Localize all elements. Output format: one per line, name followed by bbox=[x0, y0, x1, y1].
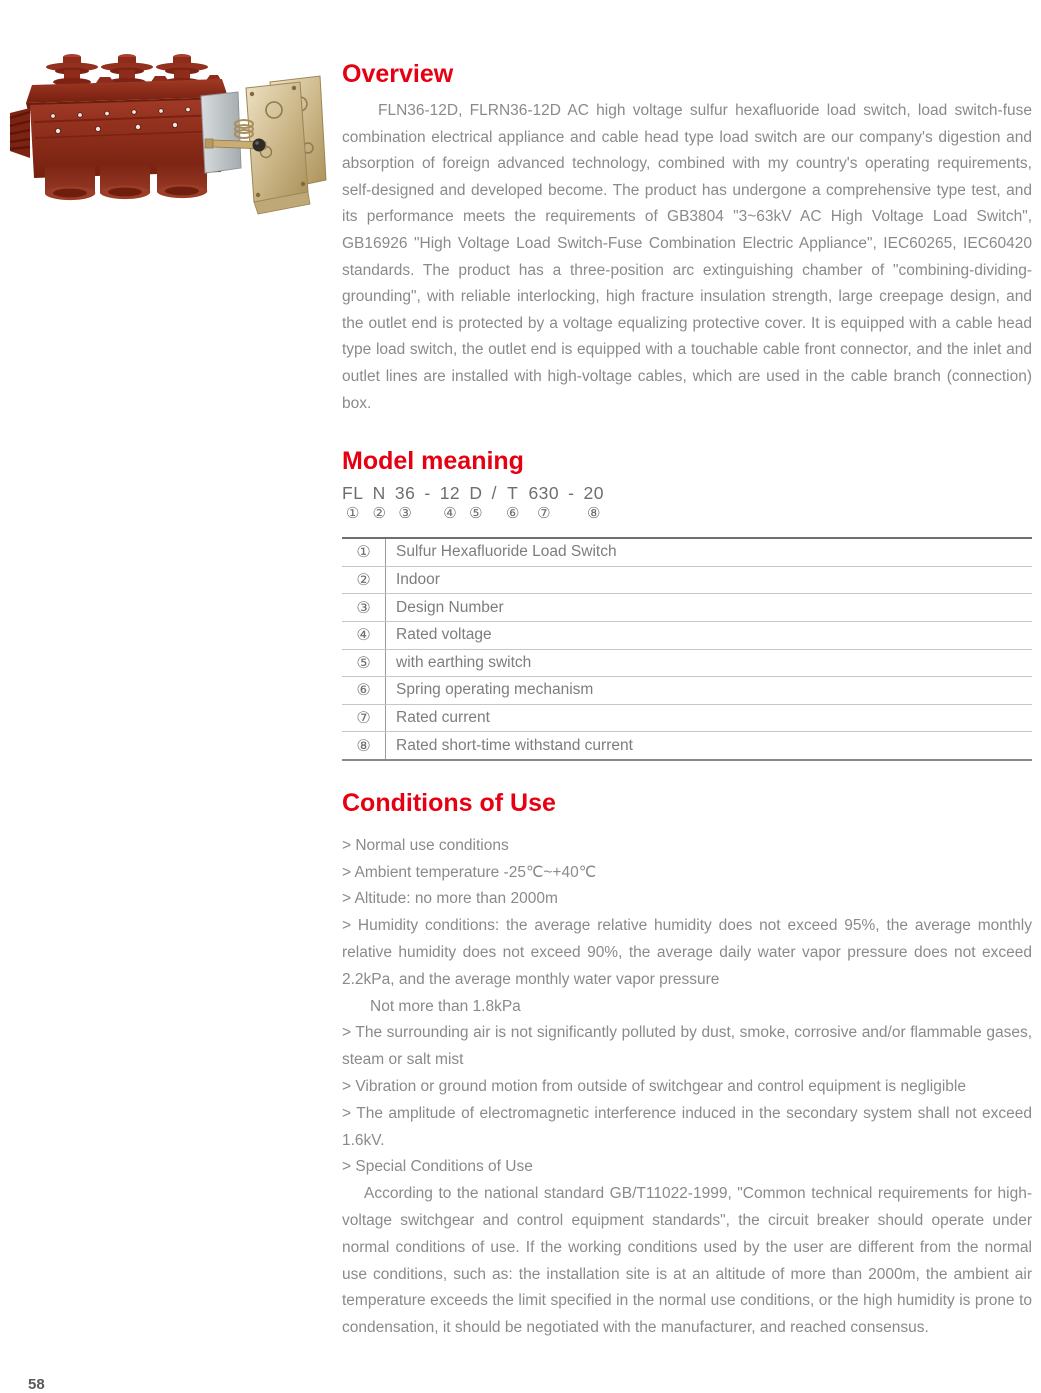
model-segment-text: FL bbox=[342, 483, 364, 504]
model-segment-text: D bbox=[469, 483, 483, 504]
model-segment bbox=[492, 483, 497, 523]
table-row bbox=[342, 677, 1032, 705]
model-segment-number: ⑧ bbox=[586, 505, 601, 523]
model-segment bbox=[469, 483, 482, 523]
row-number: ④ bbox=[342, 621, 386, 649]
model-segment-text: 12 bbox=[439, 483, 461, 504]
overview-title: Overview bbox=[342, 60, 454, 88]
row-number: ⑤ bbox=[342, 649, 386, 677]
conditions-title: Conditions of Use bbox=[342, 788, 556, 817]
row-number: ② bbox=[342, 566, 386, 594]
condition-item: Not more than 1.8kPa bbox=[370, 997, 521, 1015]
model-segment-text: 20 bbox=[583, 483, 604, 504]
page-number: 58 bbox=[28, 1376, 45, 1393]
model-segment-text: / bbox=[491, 483, 497, 504]
model-segment bbox=[424, 483, 430, 523]
model-segment-number: ④ bbox=[443, 505, 457, 523]
table-row bbox=[342, 538, 1032, 566]
model-segment-text: N bbox=[372, 483, 386, 504]
row-number: ① bbox=[342, 538, 386, 566]
row-description: Design Number bbox=[386, 594, 1033, 622]
condition-item: > Special Conditions of Use bbox=[342, 1158, 533, 1176]
condition-item: According to the national standard GB/T11022-1999, "Common technical requirements for high-voltage switchgear and control equipment standards", the circuit breaker should operate under normal conditions of use. If the working conditions used by the user are different from the normal use conditions, such as: the installation site is at an altitude of more than 2000m, the ambient air temperature exceeds the limit specified in the normal use conditions, or the high humidity is prone to condensation, it should be negotiated with the manufacturer, and reached consensus. bbox=[342, 1185, 1032, 1337]
model-segment bbox=[583, 483, 603, 523]
model-segment-number: ② bbox=[372, 505, 386, 523]
table-row bbox=[342, 649, 1032, 677]
table-row bbox=[342, 732, 1032, 760]
model-segment-number: ③ bbox=[398, 505, 412, 523]
model-segment-number: ① bbox=[345, 505, 360, 523]
model-segment-number: ⑥ bbox=[505, 505, 520, 523]
model-segment-text: - bbox=[568, 483, 575, 504]
model-segment bbox=[372, 483, 385, 523]
condition-item: > Humidity conditions: the average relative humidity does not exceed 95%, the average monthly relative humidity does not exceed 90%, the average daily water vapor pressure does not exceed 2.2kPa, and the average monthly water vapor pressure bbox=[342, 917, 1032, 988]
content-column bbox=[342, 55, 1032, 1342]
model-segment bbox=[528, 483, 559, 523]
row-description: Spring operating mechanism bbox=[386, 677, 1033, 705]
condition-item: > The surrounding air is not significantly polluted by dust, smoke, corrosive and/or flammable gases, steam or salt mist bbox=[342, 1024, 1032, 1069]
condition-item: > Vibration or ground motion from outside of switchgear and control equipment is negligible bbox=[342, 1078, 966, 1096]
model-segment-number: ⑦ bbox=[537, 505, 551, 523]
row-description: Indoor bbox=[386, 566, 1033, 594]
load-switch-illustration bbox=[8, 52, 338, 242]
conditions-list bbox=[342, 833, 1032, 1342]
table-row bbox=[342, 704, 1032, 732]
table-row bbox=[342, 566, 1032, 594]
row-number: ⑥ bbox=[342, 677, 386, 705]
row-description: Rated current bbox=[386, 704, 1033, 732]
condition-item: > Altitude: no more than 2000m bbox=[342, 890, 558, 908]
model-segment-number: ⑤ bbox=[469, 505, 483, 523]
product-photo bbox=[8, 52, 338, 242]
row-description: Sulfur Hexafluoride Load Switch bbox=[386, 538, 1033, 566]
model-segment bbox=[342, 483, 363, 523]
model-segment bbox=[440, 483, 460, 523]
model-meaning-table bbox=[342, 537, 1032, 761]
model-segment-text: T bbox=[507, 483, 519, 504]
model-segment-text: - bbox=[424, 483, 431, 504]
model-segment bbox=[506, 483, 519, 523]
model-segment bbox=[395, 483, 415, 523]
row-description: with earthing switch bbox=[386, 649, 1033, 677]
table-row bbox=[342, 594, 1032, 622]
model-segment bbox=[568, 483, 574, 523]
model-meaning-title: Model meaning bbox=[342, 447, 524, 476]
table-row bbox=[342, 621, 1032, 649]
row-number: ⑧ bbox=[342, 732, 386, 760]
row-description: Rated voltage bbox=[386, 621, 1033, 649]
row-number: ③ bbox=[342, 594, 386, 622]
model-segment-text: 630 bbox=[528, 483, 560, 504]
model-segment-text: 36 bbox=[394, 483, 416, 504]
condition-item: > Normal use conditions bbox=[342, 836, 509, 854]
row-description: Rated short-time withstand current bbox=[386, 732, 1033, 760]
condition-item: > Ambient temperature -25℃~+40℃ bbox=[342, 863, 597, 881]
row-number: ⑦ bbox=[342, 704, 386, 732]
overview-paragraph: FLN36-12D, FLRN36-12D AC high voltage sulfur hexafluoride load switch, load switch-fuse combination electrical appliance and cable head type load switch are our company's digestion and absorption of foreign advanced technology, combined with my country's operating requirements, self-designed and developed become. The product has undergone a comprehensive type test, and its performance meets the requirements of GB3804 "3~63kV AC High Voltage Load Switch", GB16926 "High Voltage Load Switch-Fuse Combination Electric Appliance", IEC60265, IEC60420 standards. The product has a three-position arc extinguishing chamber of "combining-dividing-grounding", with reliable interlocking, high fracture insulation strength, large creepage design, and the outlet end is protected by a voltage equalizing protective cover. It is equipped with a cable head type load switch, the outlet end is equipped with a touchable cable front connector, and the inlet and outlet lines are installed with high-voltage cables, which are used in the cable branch (connection) box. bbox=[342, 102, 1032, 412]
condition-item: > The amplitude of electromagnetic interference induced in the secondary system shall not exceed 1.6kV. bbox=[342, 1104, 1032, 1149]
model-code bbox=[342, 483, 1032, 523]
